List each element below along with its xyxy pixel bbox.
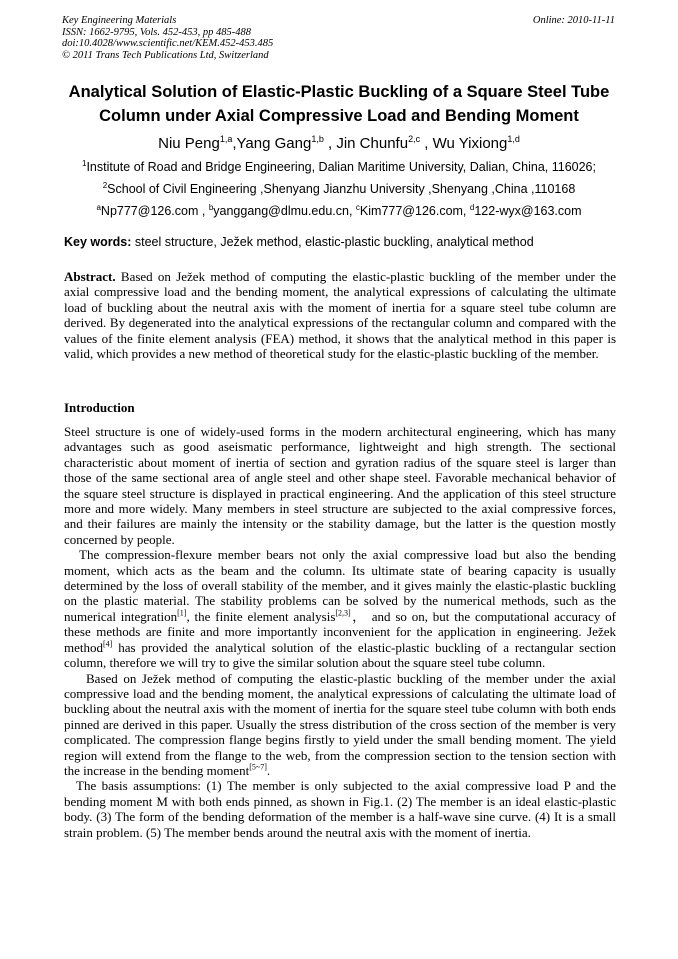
email-link[interactable]: 122-wyx@163.com bbox=[474, 204, 582, 219]
author-name: Jin Chunfu bbox=[336, 135, 409, 152]
author-list bbox=[40, 130, 638, 153]
email-link[interactable]: Np777@126.com , bbox=[100, 204, 209, 219]
title-line-2: Column under Axial Compressive Load and Bending Moment bbox=[99, 107, 579, 125]
author-superscript: 1,a bbox=[219, 134, 233, 144]
paragraph-text: Based on Ježek method of computing the elastic-plastic buckling of the member under the axial compressive load and the bending moment, the analytical expressions of calculating the ultimate load of buckling about the neutral axis with the moment of inertia for the square steel tube column with both ends pinned are derived in this paper. Usually the stress distribution of the cross section of the member is very complicated. The compression flange begins firstly to yield under the small bending moment. The yield region will extend from the flange to the web, from the compression section to the tension section with the increase in the bending moment bbox=[64, 670, 616, 778]
author-superscript: 1,b bbox=[311, 134, 324, 144]
abstract-text: Based on Ježek method of computing the elastic-plastic buckling of the member under the axial compressive load and the bending moment, the analytical expressions of calculating the ultimate load of buckling about the neutral axis with the moment of inertia for a square steel tube column are derived. By degenerated into the analytical expressions of the rectangular column and compared with the values of the finite element analysis (FEA) method, it shows that the analytical method in this paper is valid, which provides a new method of theoretical study for the elastic-plastic buckling of the member. bbox=[64, 269, 616, 362]
email-marker: a bbox=[96, 203, 101, 212]
section-heading-introduction: Introduction bbox=[64, 400, 135, 415]
email-marker: c bbox=[355, 203, 360, 212]
email-link[interactable]: Kim777@126.com, bbox=[359, 204, 470, 219]
citation-ref: [5~7] bbox=[249, 762, 267, 772]
paragraph-text: . bbox=[266, 762, 271, 778]
author-name: Niu Peng bbox=[158, 135, 220, 152]
affiliation-text: Institute of Road and Bridge Engineering, Dalian Maritime University, Dalian, China, 116026; bbox=[86, 160, 596, 175]
introduction-body bbox=[64, 424, 616, 840]
keywords bbox=[64, 234, 616, 250]
paragraph bbox=[64, 671, 616, 779]
title-line-1: Analytical Solution of Elastic-Plastic Buckling of a Square Steel Tube bbox=[68, 83, 610, 101]
paragraph: The basis assumptions: (1) The member is only subjected to the axial compressive load P and the bending moment M with both ends pinned, as shown in Fig.1. (2) The member is an ideal elastic-plastic body. (3) The form of the bending deformation of the member is a half-wave sine curve. (4) It is a small strain problem. (5) The member bends around the neutral axis with the moment of inertia. bbox=[64, 778, 616, 840]
citation-ref: [2,3] bbox=[335, 608, 351, 618]
keywords-text: steel structure, Ježek method, elastic-plastic buckling, analytical method bbox=[131, 235, 534, 249]
affiliation-text: School of Civil Engineering ,Shenyang Jianzhu University ,Shenyang ,China ,110168 bbox=[107, 182, 576, 197]
keywords-label: Key words: bbox=[64, 235, 132, 249]
journal-header bbox=[62, 15, 615, 61]
paragraph-text: ， and so on, but the computational accuracy of these methods are finite and more importantly inconvenient for the application in engineering. Ježek method bbox=[64, 608, 617, 655]
author-superscript: 2,c bbox=[408, 134, 421, 144]
copyright-line: © 2011 Trans Tech Publications Ltd, Switzerland bbox=[62, 49, 269, 61]
email-marker: b bbox=[208, 203, 214, 212]
author-name: Yang Gang bbox=[236, 135, 312, 152]
citation-ref: [1] bbox=[177, 608, 187, 618]
author-name: Wu Yixiong bbox=[432, 135, 508, 152]
author-superscript: 1,d bbox=[507, 134, 520, 144]
paragraph-text: has provided the analytical solution of the elastic-plastic buckling of a rectangular section column, therefore we will try to give the similar solution about the square steel tube column. bbox=[64, 639, 616, 671]
author-emails bbox=[40, 200, 638, 219]
affiliation-marker: 1 bbox=[82, 159, 87, 168]
author-separator: , bbox=[232, 135, 237, 152]
paragraph-text: The compression-flexure member bears not only the axial compressive load but also the bending moment, which acts as the beam and the column. Its ultimate state of bearing capacity is usually determined by the loss of overall stability of the member, and it gives mainly the elastic-plastic buckling on the plastic material. The stability problems can be solved by the numerical methods, such as the numerical integration bbox=[64, 547, 616, 624]
doi-line: doi:10.4028/www.scientific.net/KEM.452-453.485 bbox=[62, 38, 274, 49]
affiliation-1 bbox=[40, 156, 638, 175]
email-link[interactable]: yanggang@dlmu.edu.cn, bbox=[213, 204, 356, 219]
paragraph-text: , the finite element analysis bbox=[186, 608, 336, 624]
citation-ref: [4] bbox=[103, 639, 113, 649]
journal-name: Key Engineering Materials bbox=[62, 15, 177, 26]
online-date: Online: 2010-11-11 bbox=[532, 15, 615, 26]
affiliation-2 bbox=[40, 178, 638, 197]
paper-title bbox=[40, 80, 638, 128]
issn-line: ISSN: 1662-9795, Vols. 452-453, pp 485-488 bbox=[62, 26, 251, 38]
email-marker: d bbox=[469, 203, 475, 212]
author-separator: , bbox=[323, 135, 337, 152]
author-separator: , bbox=[420, 135, 433, 152]
affiliation-marker: 2 bbox=[102, 181, 108, 190]
abstract-label: Abstract. bbox=[64, 269, 116, 284]
abstract bbox=[64, 269, 616, 361]
paragraph bbox=[64, 547, 616, 670]
paragraph: Steel structure is one of widely-used forms in the modern architectural engineering, which has many advantages such as good aseismatic performance, lightweight and high strength. The sectional characteristic about moment of inertia of section and gyration radius of the square steel is larger than those of the same sectional area of angle steel and other shape steel. Favorable mechanical behavior of the square steel structure is displayed in practical engineering. And the application of this steel structure more and more widely. Many members in steel structure are subjected to the axial compressive forces, and their failures are mainly the intensity or the stability damage, but the latter is the question mostly concerned by people. bbox=[64, 424, 616, 547]
